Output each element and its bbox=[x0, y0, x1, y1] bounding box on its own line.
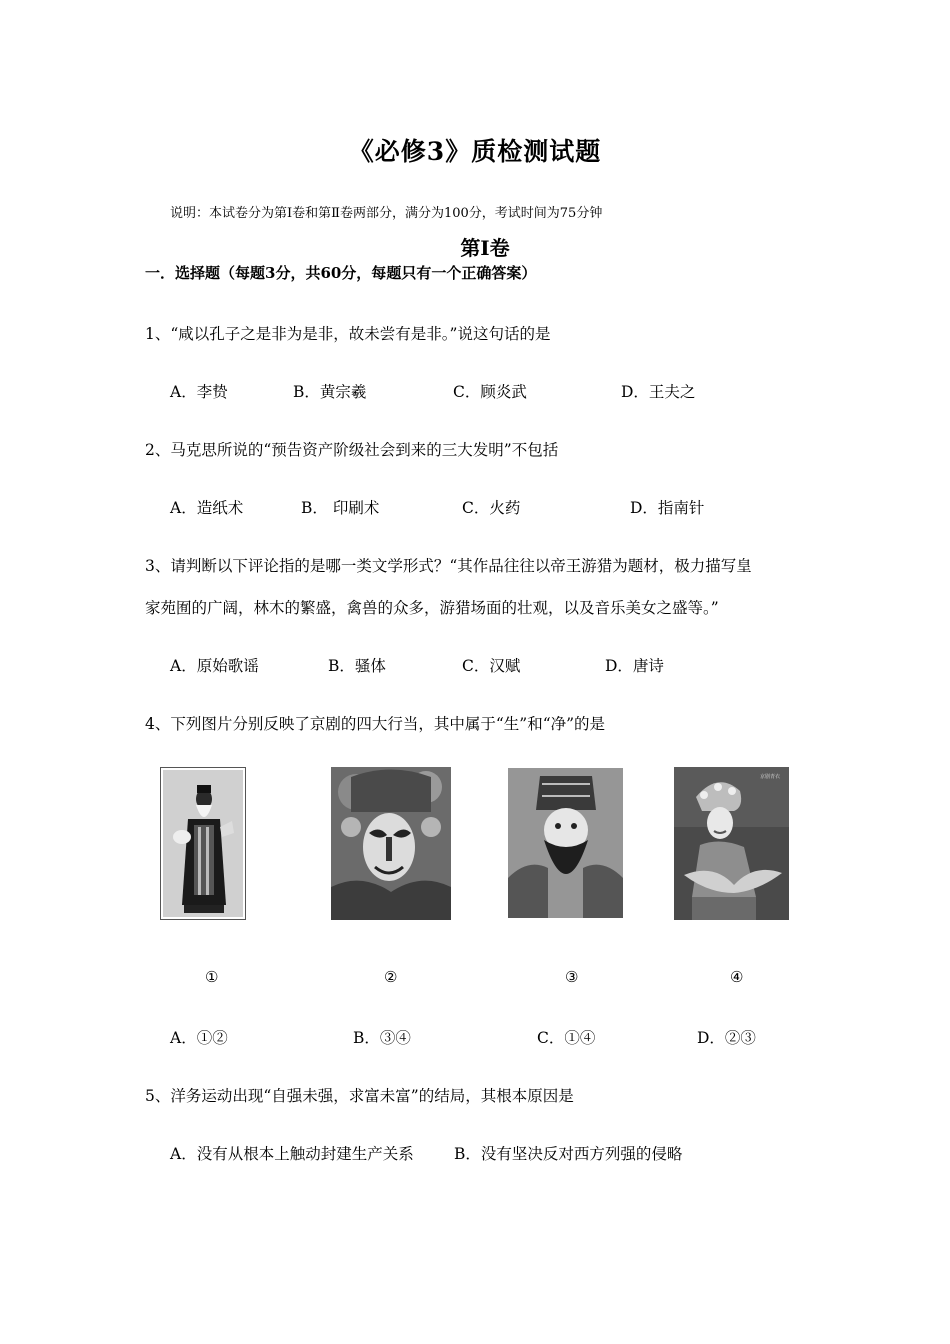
option-b: B．骚体 bbox=[328, 657, 386, 675]
option-b: B． 印刷术 bbox=[301, 499, 380, 517]
option-c: C．顾炎武 bbox=[453, 383, 527, 401]
question-2-stem: 2、马克思所说的“预告资产阶级社会到来的三大发明”不包括 bbox=[145, 441, 559, 459]
option-c: C．①④ bbox=[537, 1029, 596, 1047]
figure-label-2: ② bbox=[384, 968, 398, 986]
figure-label-3: ③ bbox=[565, 968, 579, 986]
question-3-stem-line-2: 家苑囿的广阔，林木的繁盛，禽兽的众多，游猎场面的壮观，以及音乐美女之盛等。” bbox=[145, 599, 719, 617]
volume-heading: 第Ⅰ卷 bbox=[460, 236, 510, 260]
question-3-stem-line-1: 3、请判断以下评论指的是哪一类文学形式？“其作品往往以帝王游猎为题材，极力描写皇 bbox=[145, 557, 752, 575]
section-heading: 一．选择题（每题3分，共60分，每题只有一个正确答案） bbox=[145, 264, 537, 282]
option-a: A．李贽 bbox=[170, 383, 228, 401]
option-c: C．汉赋 bbox=[462, 657, 521, 675]
figure-label-4: ④ bbox=[730, 968, 744, 986]
page-title: 《必修3》质检测试题 bbox=[348, 137, 602, 166]
opera-photo-4 bbox=[674, 767, 789, 920]
option-b: B．黄宗羲 bbox=[293, 383, 367, 401]
question-5-stem: 5、洋务运动出现“自强未强，求富未富”的结局，其根本原因是 bbox=[145, 1087, 574, 1105]
opera-photo-3 bbox=[508, 768, 623, 918]
question-4-stem: 4、下列图片分别反映了京剧的四大行当，其中属于“生”和“净”的是 bbox=[145, 715, 606, 733]
option-d: D．指南针 bbox=[630, 499, 705, 517]
opera-photo-1 bbox=[160, 767, 246, 920]
opera-photo-2 bbox=[331, 767, 451, 920]
option-c: C．火药 bbox=[462, 499, 521, 517]
option-d: D．②③ bbox=[697, 1029, 756, 1047]
option-b: B．③④ bbox=[353, 1029, 411, 1047]
option-a: A．①② bbox=[170, 1029, 228, 1047]
option-a: A．造纸术 bbox=[170, 499, 244, 517]
question-1-stem: 1、“咸以孔子之是非为是非，故未尝有是非。”说这句话的是 bbox=[145, 325, 551, 343]
exam-instructions: 说明：本试卷分为第Ⅰ卷和第Ⅱ卷两部分，满分为100分，考试时间为75分钟 bbox=[170, 206, 603, 221]
option-d: D．王夫之 bbox=[621, 383, 696, 401]
photo-watermark: 京剧青衣 bbox=[760, 774, 781, 780]
option-a: A．没有从根本上触动封建生产关系 bbox=[170, 1145, 414, 1163]
option-d: D．唐诗 bbox=[605, 657, 664, 675]
option-b: B．没有坚决反对西方列强的侵略 bbox=[454, 1145, 683, 1163]
option-a: A．原始歌谣 bbox=[170, 657, 259, 675]
figure-label-1: ① bbox=[205, 968, 219, 986]
